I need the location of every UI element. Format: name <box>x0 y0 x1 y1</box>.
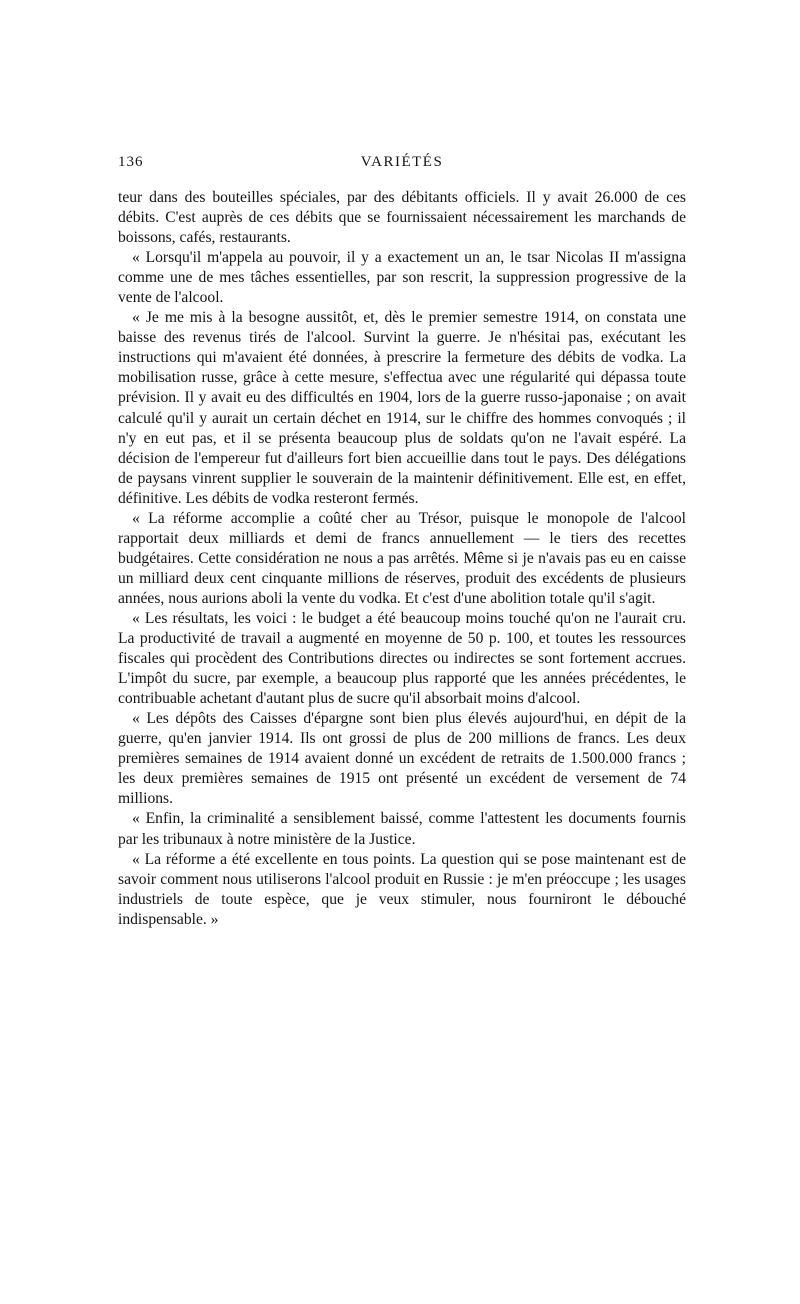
page-number: 136 <box>118 154 144 170</box>
paragraph: « Lorsqu'il m'appela au pouvoir, il y a exactement un an, le tsar Nicolas II m'assigna comme une de mes tâches essentielles, par son rescrit, la suppression progressive de la vente de l'alcool. <box>118 249 686 307</box>
paragraph: « La réforme a été excellente en tous points. La question qui se pose maintenant est de savoir comment nous utiliserons l'alcool produit en Russie : je m'en préoccupe ; les usages industriels de toute espèce, que je veux stimuler, nous fourniront le débouché indispensable. » <box>118 850 686 928</box>
paragraph: « Les résultats, les voici : le budget a été beaucoup moins touché qu'on ne l'aurait cru. La productivité de travail a augmenté en moyenne de 50 p. 100, et toutes les ressources fiscales qui procèdent des Contributions directes ou indirectes se sont fortement accrues. L'impôt du sucre, par exemple, a beaucoup plus rapporté que les années précédentes, le contribuable achetant d'autant plus de sucre qu'il absorbait moins d'alcool. <box>118 609 686 708</box>
paragraph: « Enfin, la criminalité a sensiblement baissé, comme l'attestent les documents fournis par les tribunaux à notre ministère de la Justice. <box>118 810 686 848</box>
book-page <box>118 152 686 930</box>
paragraph: « Les dépôts des Caisses d'épargne sont bien plus élevés aujourd'hui, en dépit de la guerre, qu'en janvier 1914. Ils ont grossi de plus de 200 millions de francs. Les deux premières semaines de 1914 avaient donné un excédent de retraits de 1.500.000 francs ; les deux premières semaines de 1915 ont présenté un excédent de versement de 74 millions. <box>118 710 686 808</box>
paragraph: « La réforme accomplie a coûté cher au Trésor, puisque le monopole de l'alcool rapportait deux milliards et demi de francs annuellement — le tiers des recettes budgétaires. Cette considération ne nous a pas arrêtés. Même si je n'avais pas eu en caisse un milliard deux cent cinquante millions de réserves, produit des excédents de plusieurs années, nous aurions aboli la vente du vodka. Et c'est d'une abolition totale qu'il s'agit. <box>118 509 686 607</box>
paragraph: « Je me mis à la besogne aussitôt, et, dès le premier semestre 1914, on constata une baisse des revenus tirés de l'alcool. Survint la guerre. Je n'hésitai pas, exécutant les instructions qui m'avaient été données, à prescrire la fermeture des débits de vodka. La mobilisation russe, grâce à cette mesure, s'effectua avec une régularité qui dépassa toute prévision. Il y avait eu des difficultés en 1904, lors de la guerre russo-japonaise ; on avait calculé qu'il y aurait un certain déchet en 1914, sur le chiffre des hommes convoqués ; il n'y en eut pas, et il se présenta beaucoup plus de soldats qu'on ne l'avait espéré. La décision de l'empereur fut d'ailleurs fort bien accueillie dans tout le pays. Des délégations de paysans vinrent supplier le souverain de la maintenir définitivement. Elle est, en effet, définitive. Les débits de vodka resteront fermés. <box>118 309 686 507</box>
paragraph: teur dans des bouteilles spéciales, par des débitants officiels. Il y avait 26.000 de ces débits. C'est auprès de ces débits que se fournissaient nécessairement les marchands de boissons, cafés, restaurants. <box>118 189 686 247</box>
body-text <box>118 188 686 930</box>
running-title: VARIÉTÉS <box>360 154 444 170</box>
page-header <box>118 152 686 180</box>
